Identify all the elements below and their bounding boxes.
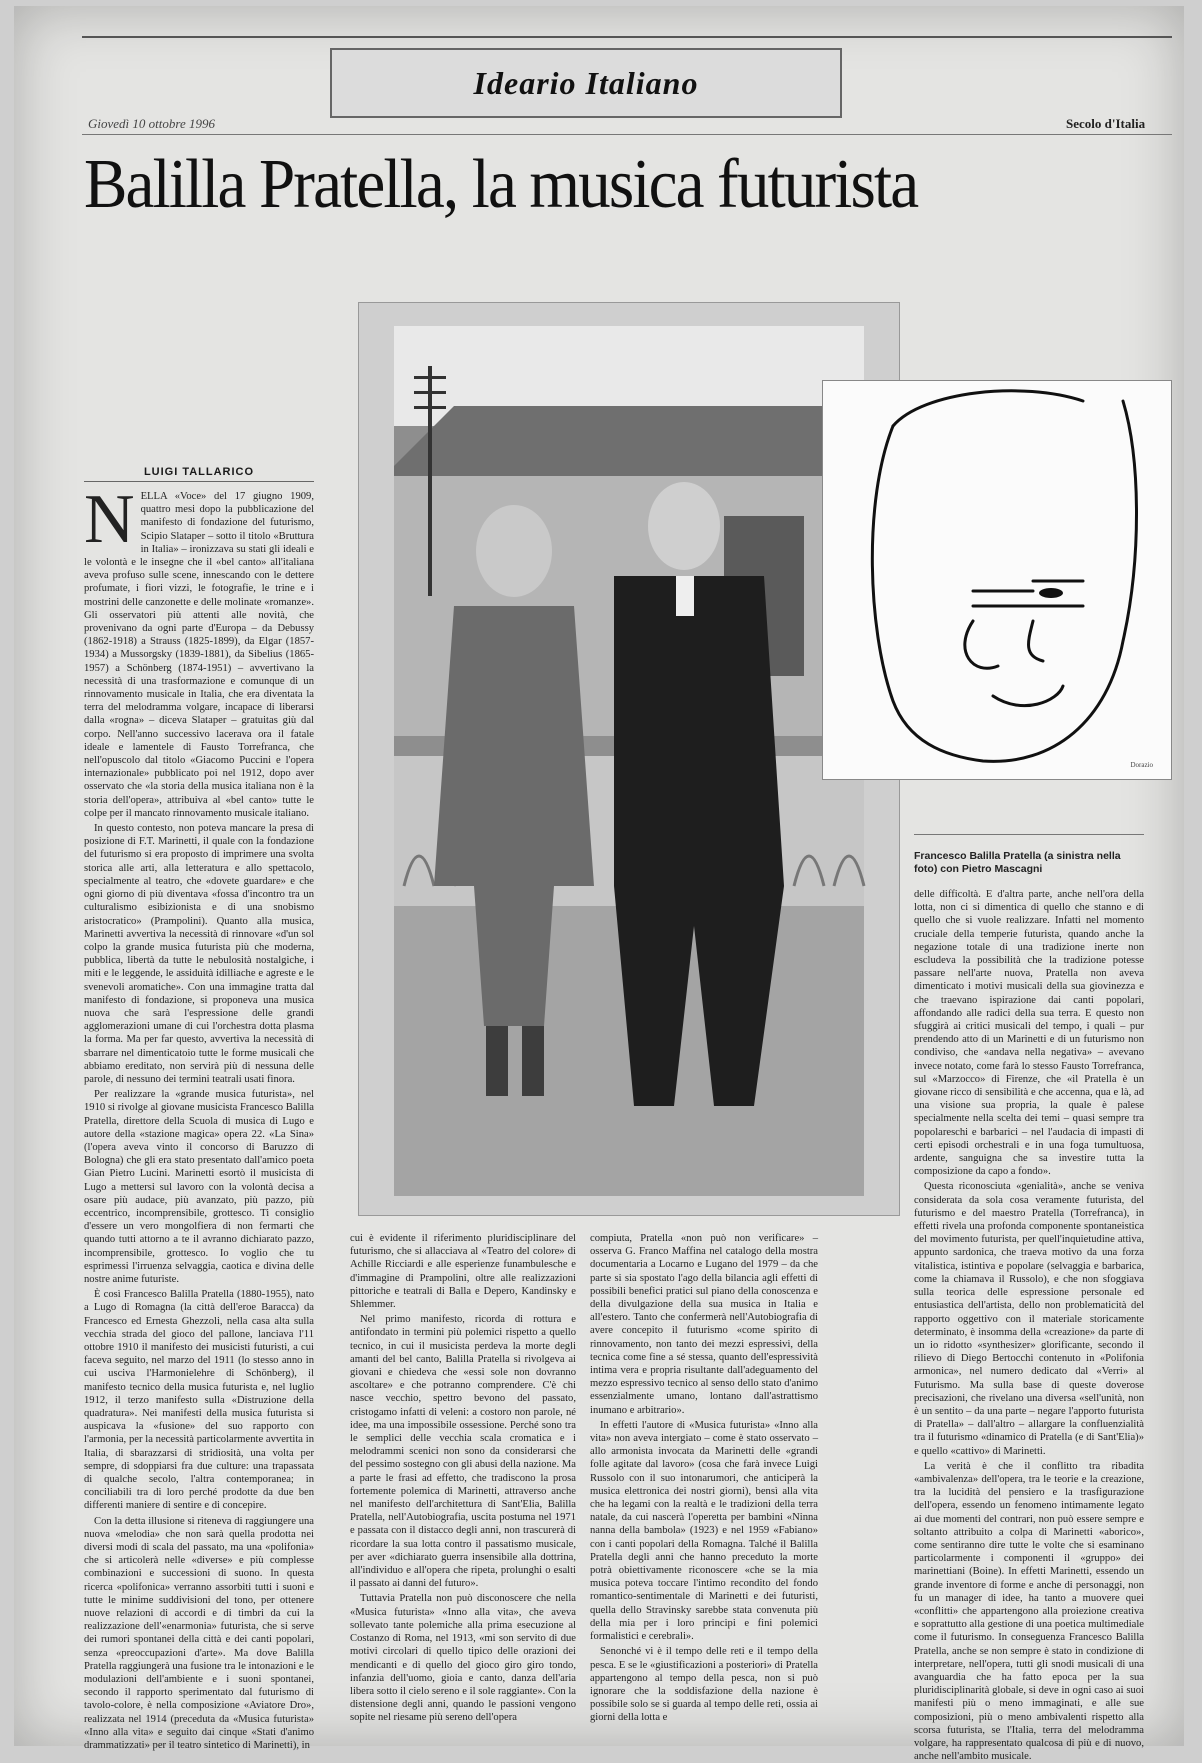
caricature-drawing — [822, 380, 1172, 780]
issue-date: Giovedì 10 ottobre 1996 — [88, 116, 215, 131]
paragraph: Questa riconosciuta «genialità», anche se veniva considerata da sola cosa veramente futurista, del futurismo e del maestro Pratella (Torrefranca), in effetti rivela una profonda componente spontaneistica del movimento futurista, per quell'inquietudine attiva, appunto sardonica, che traeva motivo da una forza vitalistica, istintiva e popolare (selvaggia e barbarica, come la chiamava il Russolo), e che non sfoggiava sulla teorica delle espressione personale ed entusiastica dell'artista, dello non problematicità del rapporto oggettivo con il materiale storicamente determinato, è insomma della «creazione» da parte di un io ridotto «synthesizer» glorificante, secondo il rilievo di Diego Bertocchi contenuto in «Polifonia armonica», nel numero dedicato dal «Verri» al Futurismo. Ma sulla base di queste doverose precisazioni, che rivelano una diversa «sell'unità, non è un sentito – da una parte – negare l'apporto futurista di Pratella» – dall'altro – allargare la confluenzialità tra il futurismo «dinamico di Pratella (e di Sant'Elia)» e quello «cattivo» di Marinetti. — [914, 1181, 1144, 1457]
paragraph: La verità è che il conflitto tra ribadita «ambivalenza» dell'opera, tra le teorie e la creazione, tra la lucidità del pensiero e la trasfigurazione dell'opera, essendo un fenomeno intimamente legato ai due momenti del contrari, non può essere sempre e soltanto attribuito a colpa di Marinetti «aborico», come sentiranno dire tutte le volte che si esaminano particolarmente i componenti il «gruppo» dei marinettiani (Boine). In effetti Marinetti, essendo un grande inventore di forme e anche di personaggi, non fu un manager di idee, ha tanto a muovere quei «conflitti» che appartengono alla proiezione creativa e soprattutto alla gestione di una poetica multimediale come il futurismo. In conseguenza Francesco Balilla Pratella, anche se non sempre è stato in condizione di interpretare, nell'opera, tutti gli snodi musicali di una avanguardia che ha fatto epoca per la sua pluridisciplinarità globale, si deve in ogni caso ai suoi manifesti più o meno immaginati, e alle sue composizioni, più o meno ambivalenti rispetto alla scorsa futurista, se l'Italia, terra del melodramma volgare, ha rappresentato qualcosa di più e di nuovo, anche nell'ambito musicale. — [914, 1460, 1144, 1763]
article-column-2 — [350, 1232, 576, 1726]
face-caricature — [823, 381, 1171, 779]
paragraph: È così Francesco Balilla Pratella (1880-1955), nato a Lugo di Romagna (la città dell'eroe Baracca) da Francesco ed Ernesta Ghezzoli, nella casa alta sulla vecchia strada del gioco del pallone, lanciava l'11 ottobre 1910 il manifesto dei musicisti futuristi, a cui faceva seguito, nel marzo del 1911 (lo stesso anno in cui usciva l'Harmonielehre di Schönberg), il manifesto tecnico della musica futurista e, nel luglio 1912, il terzo manifesto sulla «Distruzione della quadratura». Nei manifesti della musica futurista si auspicava la «fusione» del suo rapporto con l'armonia, per la necessità particolarmente avvertita in Italia, di sbarazzarsi di stridiosità, una volta per sempre, di sdoppiarsi fra due culture: una trapassata di qualche secolo, l'altra contemporanea; in conciliabili tra di loro perché prodotte da due ben differenti maniere di sentire e di concepire. — [84, 1289, 314, 1512]
headline: Balilla Pratella, la musica futurista — [84, 146, 918, 223]
paragraph: In questo contesto, non poteva mancare la presa di posizione di F.T. Marinetti, il quale con la fondazione del futurismo si era proposto di imprimere una svolta storica alle arti, alla letteratura e allo spettacolo, specialmente al teatro, che «dovete guardare» e che ogni giorno di più diventava «fossa d'incontro tra un culturalismo esibizionista e di una snobismo aristocratico» (Prampolini). Quanto alla musica, Marinetti avvertiva la necessità di rinnovare «d'un sol colpo la grande musica futurista più che moderna, pubblica, libertà da tutte le nebulosità nostalgiche, i miti e le leggende, le assiduità idilliache e agreste e le svenevoli aromatiche». Con una immagine tratta dal manifesto di fondazione, si proponeva una musica nuova che sarà l'espressione delle grandi agglomerazioni umane di cui l'orchestra dotta plasma la forma. Ma per far questo, avvertiva la necessità di sbarrare nel dimenticatoio tutte le forme musicali che abbiamo ereditato, non servirà più di nessuna delle parole, di nessuno dei termini teatrali usati finora. — [84, 823, 314, 1085]
paragraph: compiuta, Pratella «non può non verificare» – osserva G. Franco Maffina nel catalogo della mostra documentaria a Locarno e Lugano del 1979 – da che parte si sia spostato l'ago della bilancia agli effetti di possibili benefici pratici sul piano della conoscenza e della divulgazione della sua musica in Italia e all'estero. Tanto che confermerà nell'Autobiografia di avere concepito il futurismo «come spirito di rinnovamento, non tanto dei mezzi espressivi, della tecnica come fine a sé stessa, quanto dell'espressività intima vera e propria risultante dall'adeguamento del mezzo espressivo tecnico al senso dello stato d'animo essenzialmente umano, lontano dall'astrattismo inumano e arbitrario». — [590, 1233, 818, 1416]
photo-pratella-mascagni — [394, 326, 864, 1196]
caption-rule — [914, 834, 1144, 835]
section-rubric — [330, 48, 842, 118]
article-column-1 — [84, 481, 314, 1752]
paragraph: ELLA «Voce» del 17 giugno 1909, quattro mesi dopo la pubblicazione del manifesto di fondazione del futurismo, Scipio Slataper – sotto il titolo «Bruttura in Italia» – ironizzava su stati gli ideali e le volontà e le insegne che il «bel canto» all'italiana aveva profuso sulle scene, innescando con le dettere profumate, i fiori vizzi, le fotografie, le trine e i mostrini delle canzonette e delle molinate «romanze». Gli osservatori più attenti alle novità, che provenivano da ogni parte d'Europa – da Debussy (1862-1918) a Strauss (1825-1899), da Elgar (1857-1934) a Mussorgsky (1839-1881), da Sibelius (1865-1957) a Schönberg (1874-1951) – avvertivano la necessità di una trasformazione e comunque di un rinnovamento musicale in Italia, che era diventata la terra del melodramma volgare, incapace di liberarsi dalla «rogna» – diceva Slataper – gratuitas giù dal corpo. Nell'anno successivo lacerava ora il fatale ideale e lamentele di Fausto Torrefranca, che nell'opuscolo dal titolo «Giacomo Puccini e l'opera internazionale» pubblicato poi nel 1912, dopo aver osservato che «la storia della musica italiana non è la storia dell'opera», attribuiva al «bel canto» tutte le colpe per il mancato rinnovamento musicale italiano. — [84, 491, 314, 819]
byline: LUIGI TALLARICO — [84, 466, 314, 482]
dateline-rule — [82, 134, 1172, 135]
paragraph: Per realizzare la «grande musica futurista», nel 1910 si rivolge al giovane musicista Francesco Balilla Pratella, direttore della Scuola di musica di Lugo e autore della «stazione magica» opera 22. «La Sina» (l'opera aveva vinto il concorso di Baruzzo di Bologna) che gli era stato presentato dall'amico poeta Gian Pietro Lucini. Marinetti esortò il musicista di Lugo a mettersi sul lavoro con la volontà decisa a osare più audace, più avanzato, più pazzo, più eccentrico, incomprensibile, grottesco. Ti consiglio d'essere un vero mongolfiera di non fermarti che quando tutti attorno a te il avranno dichiarato pazzo, incomprensibile, grottesco. Io voglio che tu esprimessi l'irruenza selvaggia, caotica e divina delle nostre anime futuriste. — [84, 1089, 314, 1285]
drawing-signature: Dorazio — [1130, 761, 1153, 769]
photo-caption: Francesco Balilla Pratella (a sinistra nella foto) con Pietro Mascagni — [914, 850, 1121, 875]
newspaper-name: Secolo d'Italia — [1066, 116, 1146, 131]
top-rule — [82, 36, 1172, 38]
photo-illustration — [394, 326, 864, 1196]
paragraph: In effetti l'autore di «Musica futurista» «Inno alla vita» non aveva intergiato – come è stato osservato – allo armonista invocata da Marinetti delle «grandi folle agitate dal lavoro» (cosa che farà invece Luigi Russolo con il suo intonarumori, che anticiperà la musica elettronica dei nostri giorni), bensì alla vita che ha legami con la realtà e le tradizioni della terra natale, da cui nascerà l'operetta per bambini «Ninna nanna della bambola» (1923) e nel 1959 «Fabiano» con i canti popolari della Romagna. Talché il Balilla Pratella degli anni che hanno preceduto la morte potrà obiettivamente riconoscere «che se la mia musica poteva toccare l'intimo recondito del fondo romantico-sentimentale di Marinetti e dei futuristi, quella dello Stravinsky sarebbe stata convenuta più della mia per i loro principi e fini polemici formalistici e cerebrali». — [590, 1419, 818, 1643]
paragraph: Senonché vi è il tempo delle reti e il tempo della pesca. E se le «giustificazioni a posteriori» di Pratella appartengono al tempo della pesca, non si può ignorare che la soddisfazione della nazione è possibile solo se si guarda al tempo delle reti, ossia ai giorni della lotta e — [590, 1646, 818, 1724]
paragraph: Tuttavia Pratella non può disconoscere che nella «Musica futurista» «Inno alla vita», che aveva sollevato tante polemiche alla prima esecuzione al Costanzo di Roma, nel 1913, «mi son servito di due motivi circolari di quello tipico delle orazioni dei mendicanti e di quello del gioco giro giro tondo, infanzia dell'uomo, gioia e canto, danza dell'aria libera sotto il cielo sereno e il sole raggiante». Con la distensione degli anni, quando le passioni vengono sopite nel riesame più sereno dell'opera — [350, 1593, 576, 1724]
paragraph: Nel primo manifesto, ricorda di rottura e antifondato in termini più polemici rispetto a quello tecnico, in cui il musicista perdeva la morte degli amanti del bel canto, Balilla Pratella si rivolgeva ai giovani e chiedeva che «essi sole non dovranno ascoltare» e che potranno comprendere. C'è chi nasce vecchio, spettro bevono del passato, cristogamo infatti di veleni: a costoro non parole, né idee, ma una impossibile ossessione. Perché sono tra le semplici delle vecchia scala cromatica e i melodrammi scenici non sono da considerarsi che del pessimo sostegno con gli abusi della nazione. Ma a parte le frasi ad effetto, che tradiscono la prosa fortemente polemica di Marinetti, attraverso anche nel manifesto dell'architettura di Sant'Elia, Balilla Pratella, nell'Autobiografia, uscita postuma nel 1971 e passata con il distacco degli anni, non trascurerà di ricordare la sua lotta contro il passatismo musicale, per aver «dichiarato guerra insensibile alla dottrina, all'individuo e all'opera che ripeta, prolunghi o esalti il passato ai danni del futuro». — [350, 1314, 576, 1590]
drop-cap: N — [84, 481, 135, 558]
paragraph: delle difficoltà. E d'altra parte, anche nell'ora della lotta, non ci si dimentica di quello che stanno e di quello che si vuole realizzare. Infatti nel momento cruciale della temperie futurista, quando anche la negazione totale di una tradizione inerte non escludeva la possibilità che la tradizione potesse passare nell'arte nuova, Pratella non aveva dimenticato i motivi musicali della sua giovinezza e che traevano ispirazione dai canti popolari, affondando alle radici della sua terra. E questo non sfuggirà ai critici musicali del tempo, i quali – pur prendendo atto di un Marinetti e di un futurismo non condiviso, che «andava nella negativa» – avevano invece notato, come farà lo stesso Fausto Torrefranca, sul «Marzocco» di Firenze, che «il Pratella è un giovane ricco di sensibilità e che accenna, qua e là, ad una visione sua propria, la quale è palese specialmente nella scelta dei temi – quasi sempre tra popolareschi e barbarici – nel l'audacia di impasti di certi episodi orchestrali e in una foga tumultuosa, ardente, sanguigna che sa investire tutta la composizione da capo a fondo». — [914, 889, 1144, 1178]
section-title: Ideario Italiano — [473, 64, 699, 101]
paragraph: cui è evidente il riferimento pluridisciplinare del futurismo, che si allacciava al «Teatro del colore» di Achille Ricciardi e alle esperienze funambulesche e d'immagine di Prampolini, oltre alle realizzazioni pittoriche e teatrali di Balla e Depero, Kandinsky e Shlemmer. — [350, 1233, 576, 1311]
paragraph: Con la detta illusione si riteneva di raggiungere una nuova «melodia» che non sarà quella prodotta nei diversi modi di scala del passato, ma una «polifonia» che si articolerà nelle «diverse» e più complesse combinazioni e successioni di suono. In questa ricerca «polifonica» verranno assorbiti tutti i suoni e tutte le minime suddivisioni del tono, per ottenere nuove relazioni di accordi e di timbri da cui la realizzazione dell'«enarmonia» futurista, che si serve dei rumori spontanei della città e dei canti popolari, senza «preoccupazioni d'arte». Ma dove Balilla Pratella raggiungerà una fusione tra le intonazioni e le modulazioni dell'ambiente e i suoni spontanei, secondo il rapporto sperimentato dal futurismo di tavolo-colore, è nella composizione «Aviatore Dro», realizzata nel 1914 (preceduta da «Musica futurista» «Inno alla vita» e seguito dai cinque «Stati d'animo drammatizzati» per il teatro sintetico di Marinetti), in — [84, 1515, 314, 1752]
article-column-3 — [590, 1232, 818, 1726]
article-column-4 — [914, 888, 1144, 1763]
